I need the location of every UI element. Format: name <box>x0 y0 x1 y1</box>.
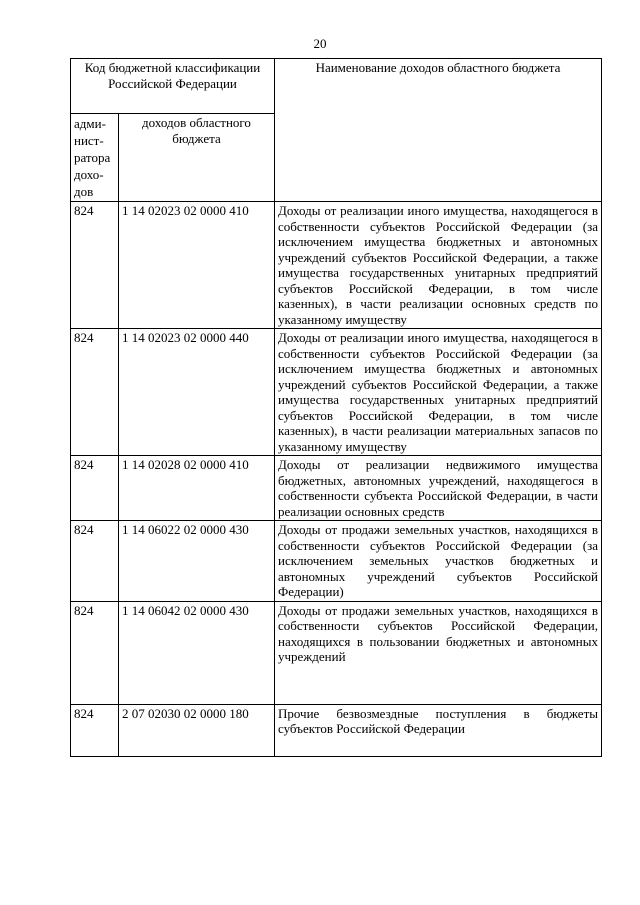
header-row-top <box>71 59 602 114</box>
income-code-cell: 1 14 06022 02 0000 430 <box>119 521 275 602</box>
table-row <box>71 521 602 602</box>
header-income-name: Наименование доходов областного бюджета <box>275 59 602 202</box>
income-description-cell: Прочие безвозмездные поступления в бюджеты субъектов Российской Федерации <box>275 704 602 756</box>
admin-code-cell: 824 <box>71 329 119 456</box>
admin-code-cell: 824 <box>71 521 119 602</box>
page-number: 20 <box>313 36 327 51</box>
income-description-cell: Доходы от продажи земельных участков, находящихся в собственности субъектов Российской Федерации, находящихся в пользовании бюджетных и автономных учреждений <box>275 601 602 704</box>
header-administrator: адми-нист-ратора дохо-дов <box>71 114 119 202</box>
table-row <box>71 704 602 756</box>
table-row <box>71 601 602 704</box>
budget-classification-table <box>70 58 602 757</box>
income-description-cell: Доходы от реализации недвижимого имущества бюджетных, автономных учреждений, находящегося в собственности субъекта Российской Федерации, в части реализации основных средств <box>275 456 602 521</box>
income-description-cell: Доходы от реализации иного имущества, находящегося в собственности субъектов Российской Федерации (за исключением имущества бюджетных и автономных учреждений субъектов Российской Федерации, а также имущества государственных унитарных предприятий субъектов Российской Федерации, в том числе казенных), в части реализации основных средств по указанному имуществу <box>275 202 602 329</box>
header-budget-classification-code: Код бюджетной классификации Российской Федерации <box>71 59 275 114</box>
income-code-cell: 1 14 02023 02 0000 410 <box>119 202 275 329</box>
income-code-cell: 2 07 02030 02 0000 180 <box>119 704 275 756</box>
admin-code-cell: 824 <box>71 456 119 521</box>
header-regional-income: доходов областного бюджета <box>119 114 275 202</box>
table-row <box>71 329 602 456</box>
income-code-cell: 1 14 02023 02 0000 440 <box>119 329 275 456</box>
income-description-cell: Доходы от реализации иного имущества, находящегося в собственности субъектов Российской Федерации (за исключением имущества бюджетных и автономных учреждений субъектов Российской Федерации, а также имущества государственных унитарных предприятий субъектов Российской Федерации, в том числе казенных), в части реализации материальных запасов по указанному имуществу <box>275 329 602 456</box>
admin-code-cell: 824 <box>71 704 119 756</box>
income-description-cell: Доходы от продажи земельных участков, находящихся в собственности субъектов Российской Федерации (за исключением земельных участков бюджетных и автономных учреждений субъектов Российской Федерации) <box>275 521 602 602</box>
table-row <box>71 456 602 521</box>
income-code-cell: 1 14 06042 02 0000 430 <box>119 601 275 704</box>
admin-code-cell: 824 <box>71 601 119 704</box>
table-row <box>71 202 602 329</box>
income-code-cell: 1 14 02028 02 0000 410 <box>119 456 275 521</box>
admin-code-cell: 824 <box>71 202 119 329</box>
